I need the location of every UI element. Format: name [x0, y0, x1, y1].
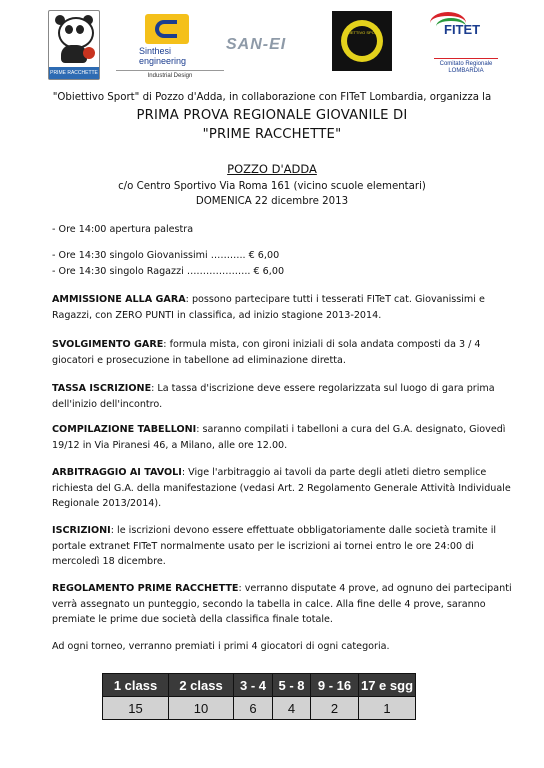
fitet-name: FITET: [444, 22, 481, 37]
section-ammissione: [52, 292, 512, 323]
table-header-cell: 9 - 16: [311, 674, 359, 697]
section-text: : possono partecipare tutti i tesserati FITeT cat. Giovanissimi e Ragazzi, con ZERO PUNTI in classifica, ad inizio stagione 2013-2014.: [52, 294, 485, 321]
prime-racchette-logo: [48, 10, 100, 80]
section-text: : Vige l'arbitraggio ai tavoli da parte degli atleti dietro semplice richiesta del G.A. della manifestazione (vedasi Art. 2 Regolamento Generale Attività Individuale Regionale 2013/2014).: [52, 467, 511, 509]
section-regolamento: [52, 581, 512, 628]
section-heading: ARBITRAGGIO AI TAVOLI: [52, 467, 182, 478]
sinthesi-logo: [113, 12, 223, 82]
intro-line: "Obiettivo Sport" di Pozzo d'Adda, in collaborazione con FITeT Lombardia, organizza la: [52, 92, 492, 103]
points-table: [102, 673, 416, 720]
section-arbitraggio: [52, 465, 512, 512]
section-text: : La tassa d'iscrizione deve essere regolarizzata sul luogo di gara prima dell'inizio dell'incontro.: [52, 383, 495, 410]
table-cell: 6: [234, 697, 273, 720]
obiettivo-sport-label: OBIETTIVO SPORT: [343, 30, 381, 35]
obiettivo-sport-logo: [332, 11, 392, 71]
event-subtitle: "PRIME RACCHETTE": [202, 127, 342, 142]
section-text: : le iscrizioni devono essere effettuate obbligatoriamente dalle società tramite il portale extranet FITeT normalmente usato per le iscrizioni ai tornei entro le ore 24:00 di mercoledì 18 dicembre.: [52, 525, 497, 567]
table-header-cell: 3 - 4: [234, 674, 273, 697]
table-header-row: [103, 674, 416, 697]
section-svolgimento: [52, 337, 512, 368]
sinthesi-name: Sinthesi: [139, 46, 172, 56]
table-header-cell: 2 class: [169, 674, 234, 697]
paddle-icon: [83, 47, 95, 59]
fitet-logo: [424, 10, 502, 80]
fitet-comitato: Comitato Regionale: [434, 58, 498, 67]
section-text: : saranno compilati i tabelloni a cura del G.A. designato, Giovedì 19/12 in Via Piranesi 46, a Milano, alle ore 12.00.: [52, 424, 506, 451]
event-place: POZZO D'ADDA: [227, 162, 317, 176]
sinthesi-subname: engineering: [139, 56, 187, 66]
schedule-item: - Ore 14:00 apertura palestra: [52, 224, 194, 235]
table-cell: 4: [273, 697, 311, 720]
section-heading: COMPILAZIONE TABELLONI: [52, 424, 197, 435]
prime-racchette-caption: PRIME RACCHETTE: [49, 67, 99, 79]
section-heading: REGOLAMENTO PRIME RACCHETTE: [52, 583, 239, 594]
table-header-cell: 5 - 8: [273, 674, 311, 697]
section-iscrizioni: [52, 523, 512, 570]
table-header-cell: 17 e sgg: [359, 674, 416, 697]
section-tabelloni: [52, 422, 512, 453]
section-text: : verranno disputate 4 prove, ad ognuno dei partecipanti verrà assegnato un punteggio, secondo la tabella in calce. Alla fine delle 4 prove, saranno premiate le prime due società della classifica finale totale.: [52, 583, 512, 625]
table-cell: 15: [103, 697, 169, 720]
event-address: c/o Centro Sportivo Via Roma 161 (vicino scuole elementari): [118, 181, 426, 192]
table-cell: 2: [311, 697, 359, 720]
section-tassa: [52, 381, 512, 412]
closing-line: Ad ogni torneo, verranno premiati i primi 4 giocatori di ogni categoria.: [52, 641, 390, 652]
event-date: DOMENICA 22 dicembre 2013: [195, 196, 349, 207]
table-cell: 10: [169, 697, 234, 720]
section-heading: TASSA ISCRIZIONE: [52, 383, 152, 394]
fitet-region: LOMBARDIA: [448, 68, 484, 74]
sinthesi-caption: Industrial Design: [116, 70, 224, 79]
table-cell: 1: [359, 697, 416, 720]
schedule-item: - Ore 14:30 singolo Ragazzi ……………….. € 6,00: [52, 266, 285, 277]
section-heading: AMMISSIONE ALLA GARA: [52, 294, 186, 305]
section-heading: ISCRIZIONI: [52, 525, 111, 536]
section-heading: SVOLGIMENTO GARE: [52, 339, 164, 350]
section-text: : formula mista, con gironi iniziali di sola andata composti da 3 / 4 giocatori e prosecuzione in tabellone ad eliminazione diretta.: [52, 339, 481, 366]
table-row: [103, 697, 416, 720]
table-header-cell: 1 class: [103, 674, 169, 697]
event-title: PRIMA PROVA REGIONALE GIOVANILE DI: [136, 108, 408, 123]
schedule-item: - Ore 14:30 singolo Giovanissimi ……….. € 6,00: [52, 250, 280, 261]
logo-bar: [0, 0, 544, 90]
sanei-logo: SAN-EI: [226, 36, 287, 53]
